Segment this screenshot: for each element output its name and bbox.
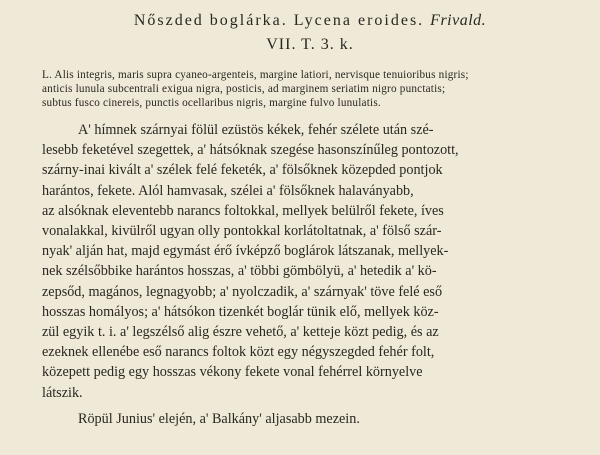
latin-line: anticis lunula subcentrali exigua nigra, posticis, ad marginem seriatim nigro punctatis; [42, 83, 446, 95]
body-line: ezeknek ellenébe eső narancs foltok közt egy négyszegded fehér folt, [42, 344, 435, 361]
latin-line: L. Alis integris, maris supra cyaneo-argenteis, margine latiori, nervisque tenuioribus nigris; [42, 69, 469, 81]
body-line: vonalakkal, kivülről ugyan olly pontokkal korlátoltatnak, a' fölső szár- [42, 223, 442, 240]
species-author: Frivald. [430, 12, 487, 29]
body-line: nek szélsőbbike harántos hosszas, a' többi gömbölyü, a' hetedik a' kö- [42, 263, 437, 280]
body-line: látszik. [42, 384, 83, 401]
body-line: zül egyik t. i. a' legszélső alig észre vehető, a' ketteje közt pedig, és az [42, 324, 439, 341]
body-line: lesebb feketével szegettek, a' hátsóknak szegése hasonszínűleg pontozott, [42, 142, 459, 159]
body-line: az alsóknak eleventebb narancs foltokkal, mellyek belülről fekete, íves [42, 202, 444, 219]
flight-period-note: Röpül Junius' elején, a' Balkány' aljasabb mezein. [78, 410, 360, 427]
body-line: hosszas homályos; a' hátsókon tizenkét boglár tünik elő, mellyek köz- [42, 303, 439, 320]
hungarian-description [42, 120, 578, 403]
body-line: A' hímnek szárnyai fölül ezüstös kékek, fehér szélete után szé- [78, 122, 434, 138]
body-line: közepett pedig egy hosszas vékony fekete vonal fehérrel környelve [42, 364, 423, 381]
body-line: zepsőd, magános, legnagyobb; a' nyolczadik, a' szárnyak' töve felé eső [42, 283, 443, 300]
plate-reference: VII. T. 3. k. [266, 36, 354, 53]
body-line: nyak' alján hat, majd egymást érő ívképző boglárok látszanak, mellyek- [42, 243, 449, 260]
body-line: harántos, fekete. Alól hamvasak, szélei a' fölsőknek halaványabb, [42, 182, 414, 199]
latin-line: subtus fusco cinereis, punctis ocellaribus nigris, margine fulvo lunulatis. [42, 97, 381, 109]
species-title [42, 12, 578, 30]
species-name: Nőszded boglárka. Lycena eroides. [133, 12, 425, 29]
latin-description [42, 68, 578, 110]
body-line: szárny-inai kivált a' szélek felé feketék, a' fölsőknek közepded pontjok [42, 162, 443, 179]
